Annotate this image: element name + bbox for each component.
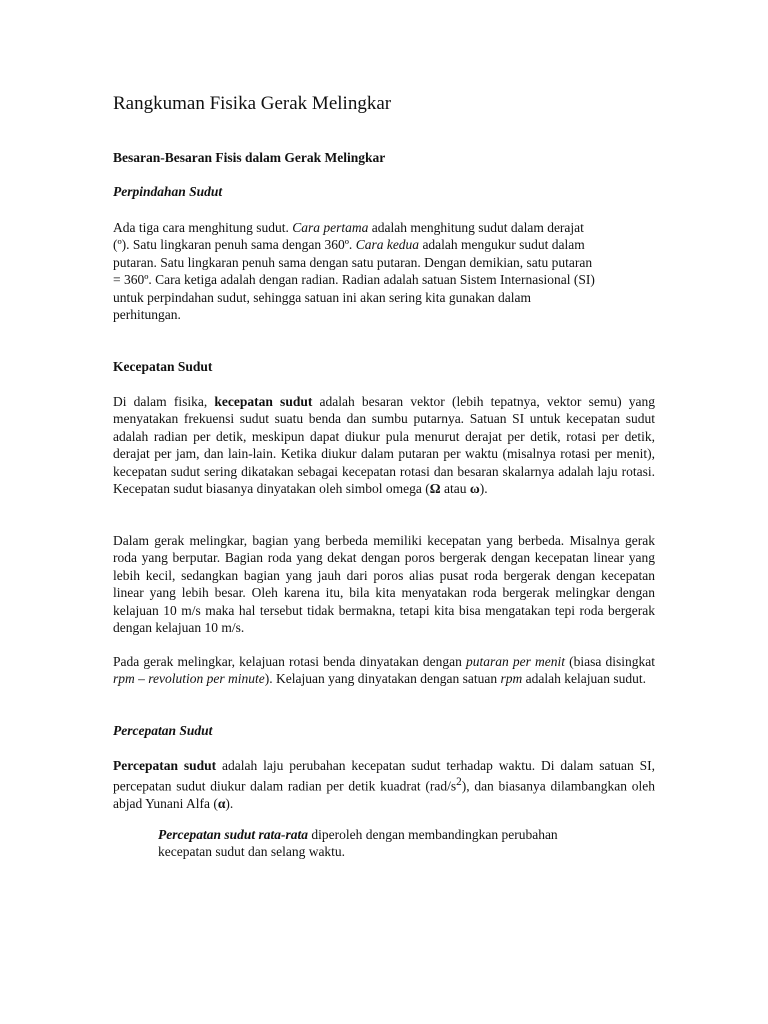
paragraph-perpindahan-sudut: [113, 219, 655, 323]
paragraph-percepatan-sudut: [113, 757, 655, 813]
text: ).: [225, 796, 234, 812]
italic-text: Cara pertama: [292, 220, 369, 235]
subheading-kecepatan-sudut: Kecepatan Sudut: [113, 359, 213, 374]
italic-text: putaran per menit: [466, 654, 566, 669]
text: adalah besaran vektor (lebih tepatnya, vektor semu) yang menyatakan frekuensi sudut suatu benda dan sumbu putarnya. Satuan SI untuk kecepatan sudut adalah radian per detik, meskipun dapat diukur pula menurut derajat per detik, rotasi per detik, derajat per jam, dan lain-lain. Ketika diukur dalam putaran per waktu (misalnya rotasi per menit), kecepatan sudut sering dikatakan sebagai kecepatan rotasi dan besaran skalarnya adalah laju rotasi. Kecepatan sudut biasanya dinyatakan oleh simbol omega (: [113, 394, 655, 497]
italic-text: Cara kedua: [355, 237, 420, 253]
section-title: Besaran-Besaran Fisis dalam Gerak Melingkar: [113, 150, 386, 165]
line: [113, 219, 655, 236]
text: adalah laju perubahan kecepatan sudut terhadap waktu. Di dalam satuan SI, percepatan sudut diukur dalam radian per detik kuadrat (rad/s: [113, 758, 655, 794]
text: atau: [440, 481, 470, 497]
line: kecepatan sudut dan selang waktu.: [158, 844, 346, 860]
paragraph-kecepatan-sudut-definition: [113, 393, 655, 497]
line: untuk perpindahan sudut, sehingga satuan ini akan sering kita gunakan dalam: [113, 289, 532, 305]
alpha-symbol: α: [217, 796, 226, 812]
text: (º). Satu lingkaran penuh sama dengan 360º.: [113, 237, 356, 253]
indented-paragraph-percepatan-rata-rata: [158, 826, 618, 861]
text: diperoleh dengan membandingkan perubahan: [308, 827, 558, 842]
text: adalah kelajuan sudut.: [522, 671, 647, 687]
line: perhitungan.: [113, 307, 181, 323]
paragraph-kecepatan-linear: Dalam gerak melingkar, bagian yang berbeda memiliki kecepatan yang berbeda. Misalnya gerak roda yang berputar. Bagian roda yang dekat dengan poros bergerak dengan kecepatan linear yang lebih kecil, sedangkan bagian yang jauh dari poros alias pusat roda bergerak dengan kecepatan linear yang lebih besar. Oleh karena itu, bila kita menyatakan roda bergerak melingkar dengan kelajuan 10 m/s maka hal tersebut tidak bermakna, tetapi kita bisa mengatakan tepi roda bergerak dengan kelajuan 10 m/s.: [113, 533, 655, 636]
italic-text: rpm: [500, 671, 523, 687]
text: Ada tiga cara menghitung sudut.: [113, 220, 293, 235]
line: [158, 826, 618, 843]
line: = 360º. Cara ketiga adalah dengan radian. Radian adalah satuan Sistem Internasional (SI): [113, 272, 595, 288]
text: (biasa disingkat: [565, 654, 656, 669]
text: Pada gerak melingkar, kelajuan rotasi benda dinyatakan dengan: [113, 654, 466, 669]
omega-lowercase-symbol: ω: [469, 481, 480, 497]
text: ).: [479, 481, 488, 497]
text: Di dalam fisika,: [113, 394, 215, 409]
paragraph-rpm: [113, 653, 655, 688]
subheading-percepatan-sudut: Percepatan Sudut: [113, 723, 213, 738]
subheading-perpindahan-sudut: Perpindahan Sudut: [113, 184, 223, 199]
text: adalah menghitung sudut dalam derajat: [368, 220, 584, 235]
text: adalah mengukur sudut dalam: [419, 237, 585, 253]
document-title: Rangkuman Fisika Gerak Melingkar: [113, 93, 392, 114]
line: putaran. Satu lingkaran penuh sama dengan satu putaran. Dengan demikian, satu putaran: [113, 254, 593, 270]
text: ). Kelajuan yang dinyatakan dengan satuan: [264, 671, 501, 687]
line: [113, 236, 655, 253]
bold-italic-term: Percepatan sudut rata-rata: [158, 827, 309, 842]
bold-term: kecepatan sudut: [214, 394, 313, 409]
omega-uppercase-symbol: Ω: [429, 481, 441, 497]
italic-text: rpm – revolution per minute: [113, 671, 265, 687]
bold-term: Percepatan sudut: [113, 758, 217, 773]
text: ), dan biasanya dilambangkan oleh abjad Yunani Alfa (: [113, 778, 655, 812]
superscript: 2: [456, 776, 462, 789]
